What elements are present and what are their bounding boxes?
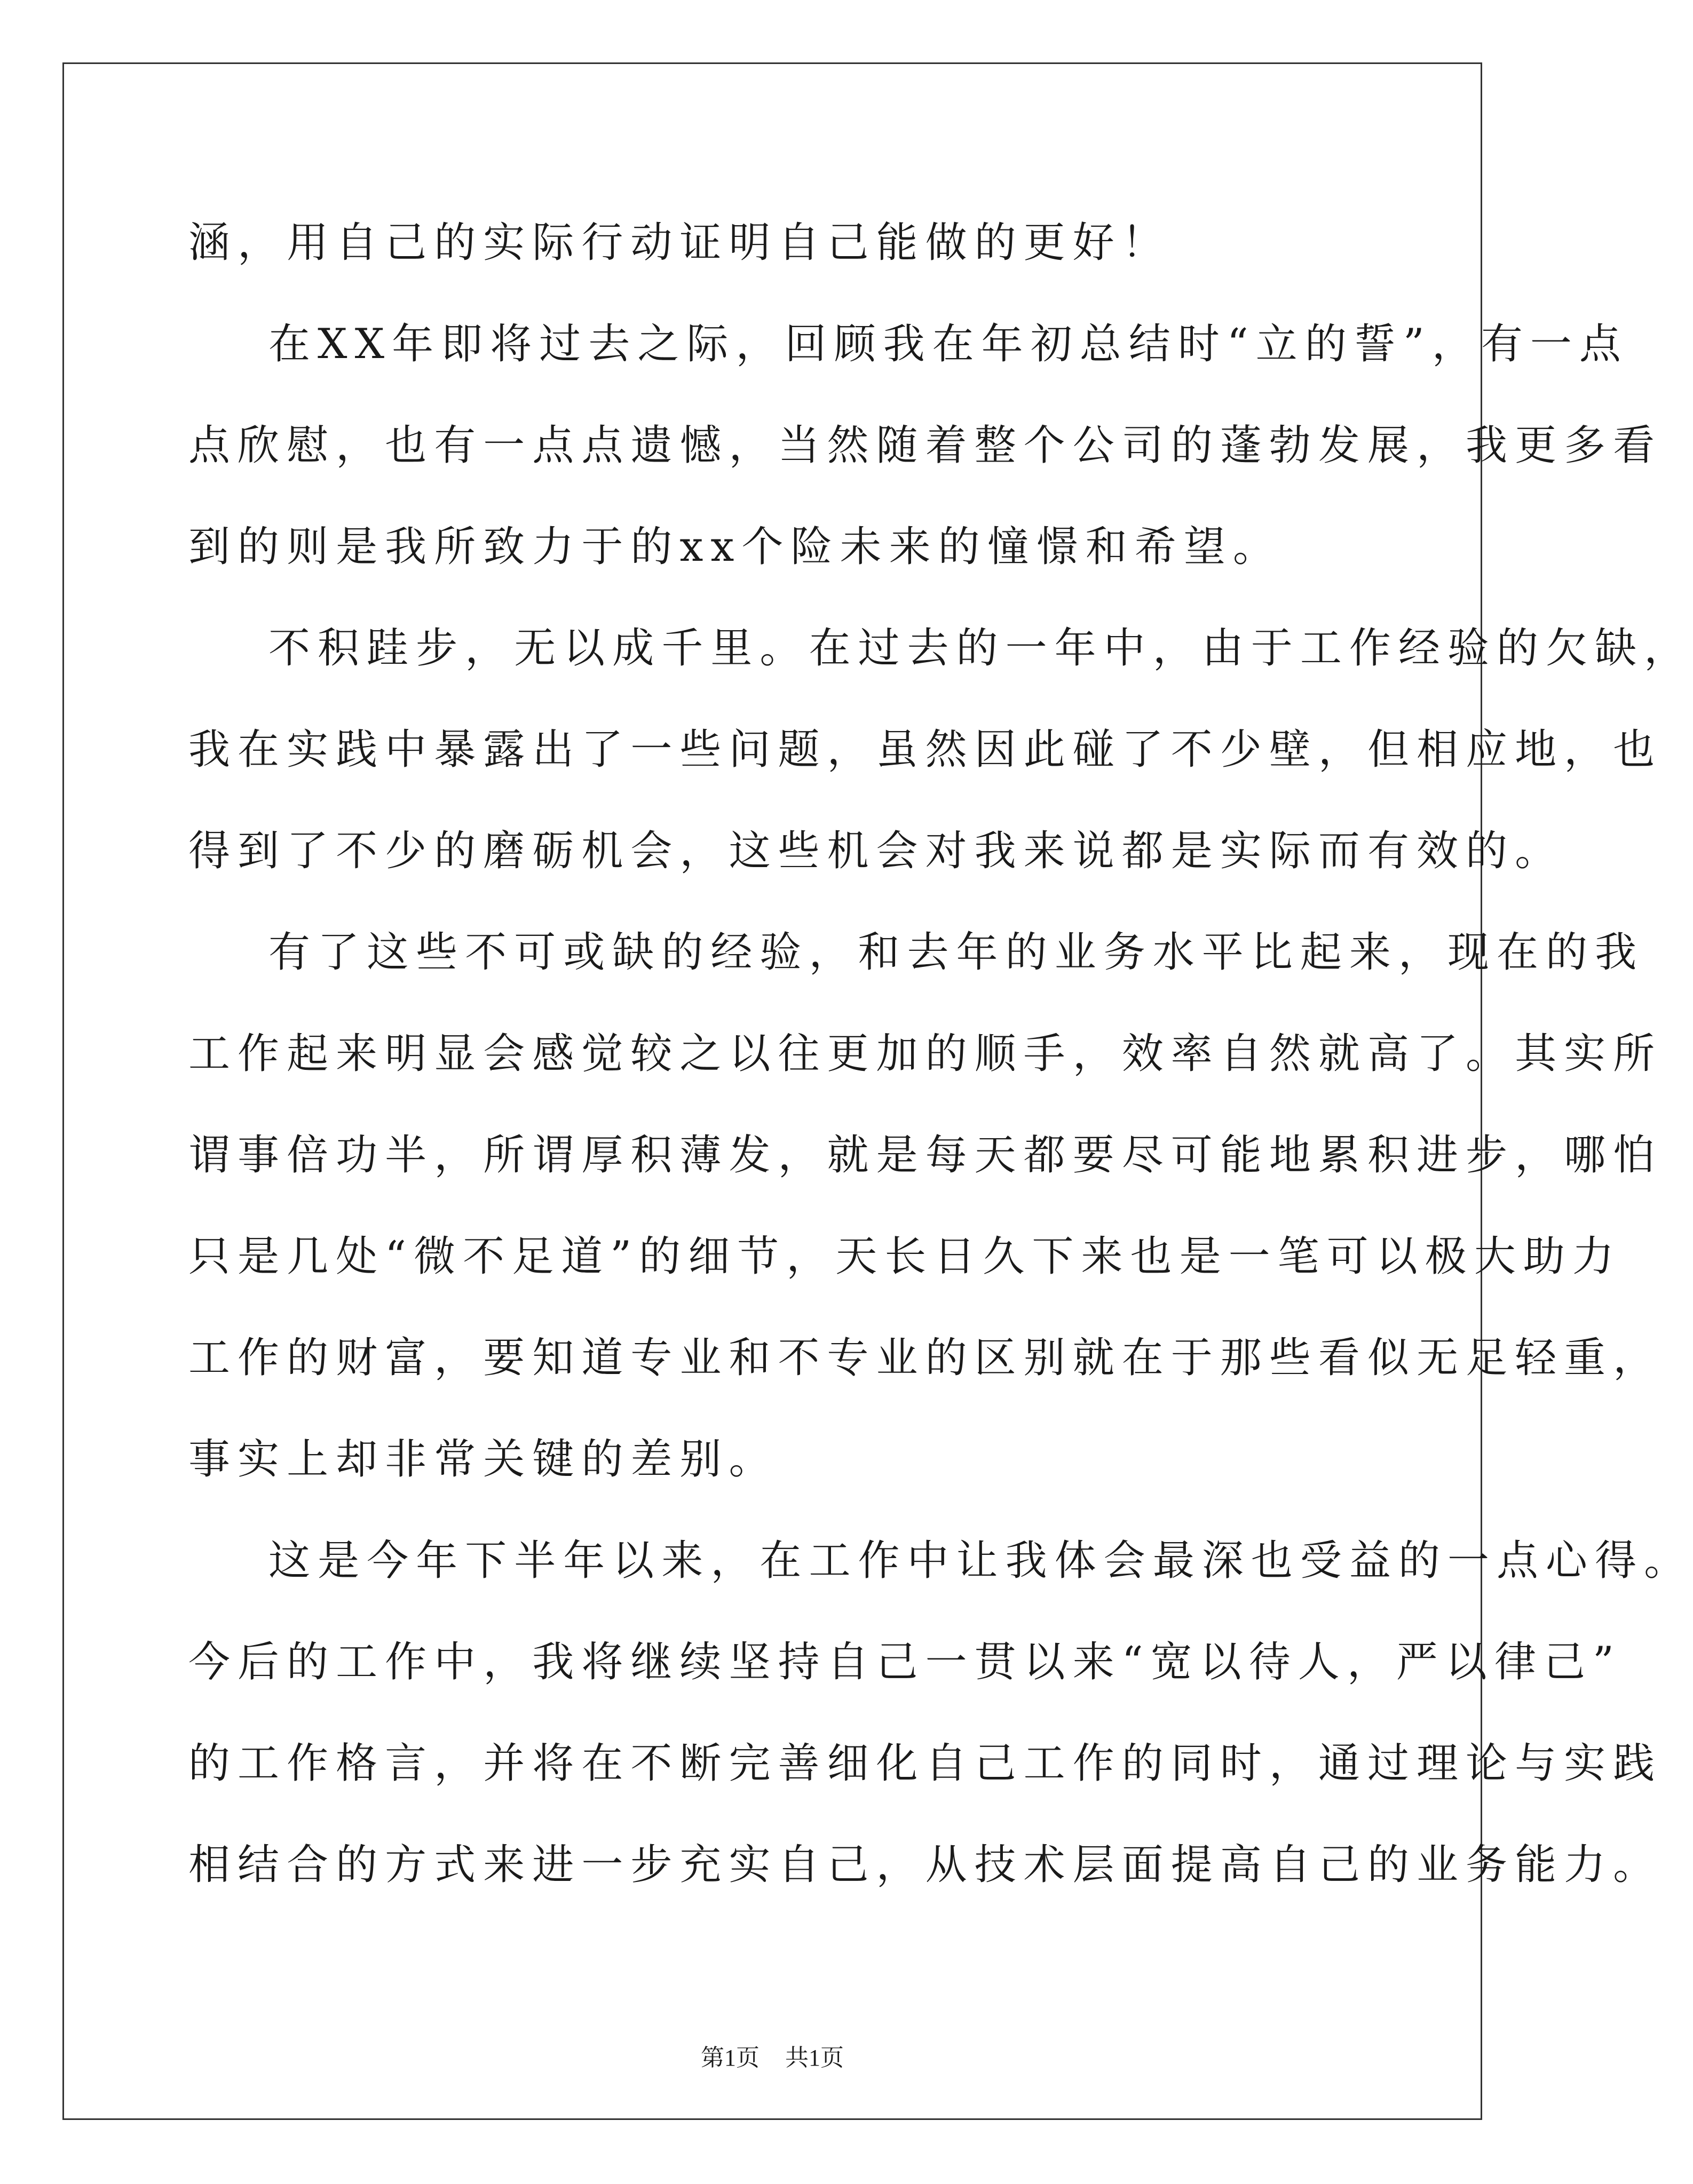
text-line: 到的则是我所致力于的xx个险未来的憧憬和希望。 (188, 523, 1282, 571)
text-line: 在XX年即将过去之际，回顾我在年初总结时“立的誓”，有一点 (268, 320, 1628, 368)
text-line: 工作起来明显会感觉较之以往更加的顺手，效率自然就高了。其实所 (188, 1030, 1663, 1078)
text-line: 我在实践中暴露出了一些问题，虽然因此碰了不少壁，但相应地，也 (188, 726, 1663, 774)
text-line: 的工作格言，并将在不断完善细化自己工作的同时，通过理论与实践 (188, 1740, 1663, 1788)
text-line: 这是今年下半年以来，在工作中让我体会最深也受益的一点心得。 (268, 1537, 1693, 1585)
page-footer (0, 2038, 1545, 2072)
text-line: 涵，用自己的实际行动证明自己能做的更好！ (188, 219, 1171, 267)
page-total: 共1页 (785, 2045, 844, 2071)
document-body (188, 192, 1693, 1916)
text-line: 不积跬步，无以成千里。在过去的一年中，由于工作经验的欠缺， (268, 624, 1693, 672)
text-line: 有了这些不可或缺的经验，和去年的业务水平比起来，现在的我 (268, 928, 1644, 976)
text-line: 只是几处“微不足道”的细节，天长日久下来也是一笔可以极大助力 (188, 1233, 1621, 1281)
text-line: 得到了不少的磨砺机会，这些机会对我来说都是实际而有效的。 (188, 827, 1564, 875)
text-line: 点欣慰，也有一点点遗憾，当然随着整个公司的蓬勃发展，我更多看 (188, 422, 1663, 470)
page-number: 第1页 (701, 2045, 760, 2071)
text-line: 工作的财富，要知道专业和不专业的区别就在于那些看似无足轻重， (188, 1334, 1663, 1382)
text-line: 今后的工作中，我将继续坚持自己一贯以来“宽以待人，严以律己” (188, 1638, 1621, 1686)
text-line: 相结合的方式来进一步充实自己，从技术层面提高自己的业务能力。 (188, 1841, 1663, 1889)
text-line: 谓事倍功半，所谓厚积薄发，就是每天都要尽可能地累积进步，哪怕 (188, 1131, 1663, 1179)
text-line: 事实上却非常关键的差别。 (188, 1435, 778, 1483)
